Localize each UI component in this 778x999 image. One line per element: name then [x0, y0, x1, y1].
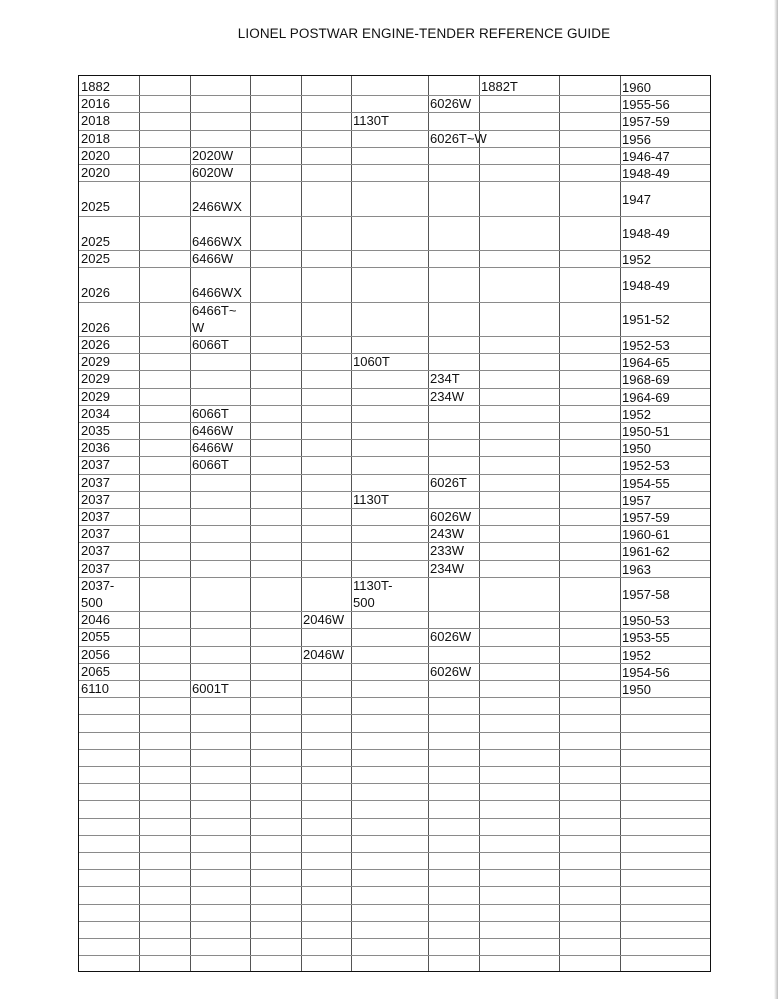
tender-number: 6026W	[430, 509, 472, 524]
engine-number: 2020	[81, 147, 110, 163]
engine-number: 2029	[81, 371, 110, 387]
row-divider	[79, 732, 710, 733]
row-divider	[79, 216, 710, 217]
row-divider	[79, 852, 710, 853]
production-years: 1950	[622, 441, 651, 457]
production-years: 1955-56	[622, 97, 670, 113]
row-divider	[79, 302, 710, 303]
production-years: 1952-53	[622, 338, 670, 353]
engine-number: 2026	[81, 285, 110, 301]
row-divider	[79, 112, 710, 113]
production-years: 1948-49	[622, 166, 670, 181]
tender-number: 6466WX	[192, 233, 242, 249]
tender-number: 6466WX	[192, 285, 242, 301]
tender-number: 234W	[430, 560, 464, 576]
tender-number: 6020W	[192, 165, 234, 180]
production-years: 1951-52	[622, 312, 670, 328]
row-divider	[79, 405, 710, 406]
engine-number: 2055	[81, 629, 110, 645]
tender-number: 6026W	[430, 629, 472, 645]
tender-number: 6001T	[192, 681, 229, 696]
tender-number: 233W	[430, 543, 464, 559]
production-years: 1952	[622, 252, 651, 267]
row-divider	[79, 697, 710, 698]
row-divider	[79, 474, 710, 475]
row-divider	[79, 818, 710, 819]
column-divider	[428, 76, 429, 971]
production-years: 1964-65	[622, 355, 670, 371]
engine-number: 6110	[81, 681, 109, 696]
reference-table	[78, 75, 711, 972]
row-divider	[79, 577, 710, 578]
tender-number: 6066T	[192, 457, 229, 473]
tender-number: 2020W	[192, 147, 234, 163]
engine-number: 2037	[81, 526, 110, 542]
tender-number: 6066T	[192, 405, 229, 421]
engine-number: 2025	[81, 199, 110, 215]
column-divider	[139, 76, 140, 971]
column-divider	[479, 76, 480, 971]
engine-number: 2037	[81, 543, 110, 559]
tender-number: 6466W	[192, 423, 234, 438]
production-years: 1956	[622, 131, 651, 147]
row-divider	[79, 95, 710, 96]
row-divider	[79, 904, 710, 905]
row-divider	[79, 491, 710, 492]
tender-number: 2046W	[303, 646, 345, 662]
engine-number: 2046	[81, 612, 110, 628]
production-years: 1957	[622, 492, 651, 508]
tender-number: 1882T	[481, 79, 518, 94]
row-divider	[79, 955, 710, 956]
engine-number: 2034	[81, 405, 110, 421]
production-years: 1964-69	[622, 389, 670, 405]
production-years: 1960	[622, 80, 651, 95]
engine-number: 2025	[81, 251, 110, 266]
engine-number: 2037	[81, 491, 110, 507]
column-divider	[351, 76, 352, 971]
tender-number: 234W	[430, 388, 464, 404]
engine-number-cont: 500	[81, 595, 103, 610]
row-divider	[79, 766, 710, 767]
tender-number: 6026W	[430, 663, 472, 679]
row-divider	[79, 542, 710, 543]
engine-number: 2035	[81, 423, 110, 438]
tender-number: 1130T	[353, 113, 389, 129]
row-divider	[79, 508, 710, 509]
row-divider	[79, 353, 710, 354]
engine-number: 2020	[81, 165, 110, 180]
row-divider	[79, 714, 710, 715]
production-years: 1963	[622, 561, 651, 577]
engine-number: 2018	[81, 113, 110, 129]
production-years: 1961-62	[622, 544, 670, 560]
engine-number: 2029	[81, 354, 110, 370]
column-divider	[250, 76, 251, 971]
row-divider	[79, 250, 710, 251]
row-divider	[79, 749, 710, 750]
row-divider	[79, 525, 710, 526]
engine-number: 2016	[81, 96, 110, 112]
row-divider	[79, 800, 710, 801]
row-divider	[79, 130, 710, 131]
row-divider	[79, 422, 710, 423]
tender-number: 2466WX	[192, 199, 242, 215]
tender-number: 1130T	[353, 491, 389, 507]
tender-number: 6026T~W	[430, 130, 487, 146]
row-divider	[79, 646, 710, 647]
tender-number: 1060T	[353, 354, 390, 370]
row-divider	[79, 336, 710, 337]
page-edge-shadow	[774, 0, 778, 999]
row-divider	[79, 370, 710, 371]
engine-number: 2026	[81, 337, 110, 352]
page-title: LIONEL POSTWAR ENGINE-TENDER REFERENCE GUIDE	[237, 26, 611, 41]
tender-number: 6466W	[192, 440, 234, 456]
engine-number: 2065	[81, 663, 110, 679]
row-divider	[79, 611, 710, 612]
row-divider	[79, 439, 710, 440]
production-years: 1948-49	[622, 226, 670, 242]
tender-number-cont: W	[192, 319, 205, 335]
row-divider	[79, 147, 710, 148]
production-years: 1960-61	[622, 527, 670, 543]
row-divider	[79, 267, 710, 268]
production-years: 1948-49	[622, 277, 670, 293]
tender-number: 6026T	[430, 474, 467, 490]
column-divider	[620, 76, 621, 971]
engine-number: 2037	[81, 509, 110, 524]
row-divider	[79, 835, 710, 836]
engine-number: 2056	[81, 646, 110, 662]
row-divider	[79, 181, 710, 182]
tender-number: 6066T	[192, 337, 229, 352]
production-years: 1950-53	[622, 613, 670, 629]
engine-number: 2036	[81, 440, 110, 456]
engine-number: 2025	[81, 233, 110, 249]
production-years: 1968-69	[622, 372, 670, 388]
production-years: 1954-55	[622, 475, 670, 491]
column-divider	[301, 76, 302, 971]
production-years: 1946-47	[622, 148, 670, 164]
tender-number: 243W	[430, 526, 464, 542]
production-years: 1952	[622, 647, 651, 663]
tender-number: 234T	[430, 371, 460, 387]
row-divider	[79, 938, 710, 939]
tender-number: 6466W	[192, 251, 234, 266]
engine-number: 2037	[81, 560, 110, 576]
row-divider	[79, 388, 710, 389]
tender-number: 6026W	[430, 96, 472, 112]
tender-number: 6466T~	[192, 302, 237, 318]
engine-number: 2018	[81, 130, 110, 146]
production-years: 1950-51	[622, 424, 670, 439]
tender-number: 1130T-	[353, 577, 393, 593]
engine-number: 2037	[81, 474, 110, 490]
row-divider	[79, 456, 710, 457]
row-divider	[79, 869, 710, 870]
engine-number: 1882	[81, 79, 110, 94]
engine-number: 2037-	[81, 577, 115, 593]
production-years: 1952	[622, 406, 651, 422]
production-years: 1950	[622, 682, 651, 697]
engine-number: 2037	[81, 457, 110, 473]
row-divider	[79, 560, 710, 561]
engine-number: 2026	[81, 319, 110, 335]
production-years: 1947	[622, 191, 651, 207]
row-divider	[79, 921, 710, 922]
column-divider	[559, 76, 560, 971]
production-years: 1957-58	[622, 587, 670, 603]
tender-number-cont: 500	[353, 595, 375, 610]
row-divider	[79, 680, 710, 681]
row-divider	[79, 783, 710, 784]
production-years: 1957-59	[622, 510, 670, 525]
production-years: 1952-53	[622, 458, 670, 474]
tender-number: 2046W	[303, 612, 345, 628]
production-years: 1954-56	[622, 664, 670, 680]
production-years: 1957-59	[622, 114, 670, 130]
row-divider	[79, 886, 710, 887]
engine-number: 2029	[81, 388, 110, 404]
row-divider	[79, 663, 710, 664]
column-divider	[190, 76, 191, 971]
production-years: 1953-55	[622, 630, 670, 646]
row-divider	[79, 164, 710, 165]
row-divider	[79, 628, 710, 629]
